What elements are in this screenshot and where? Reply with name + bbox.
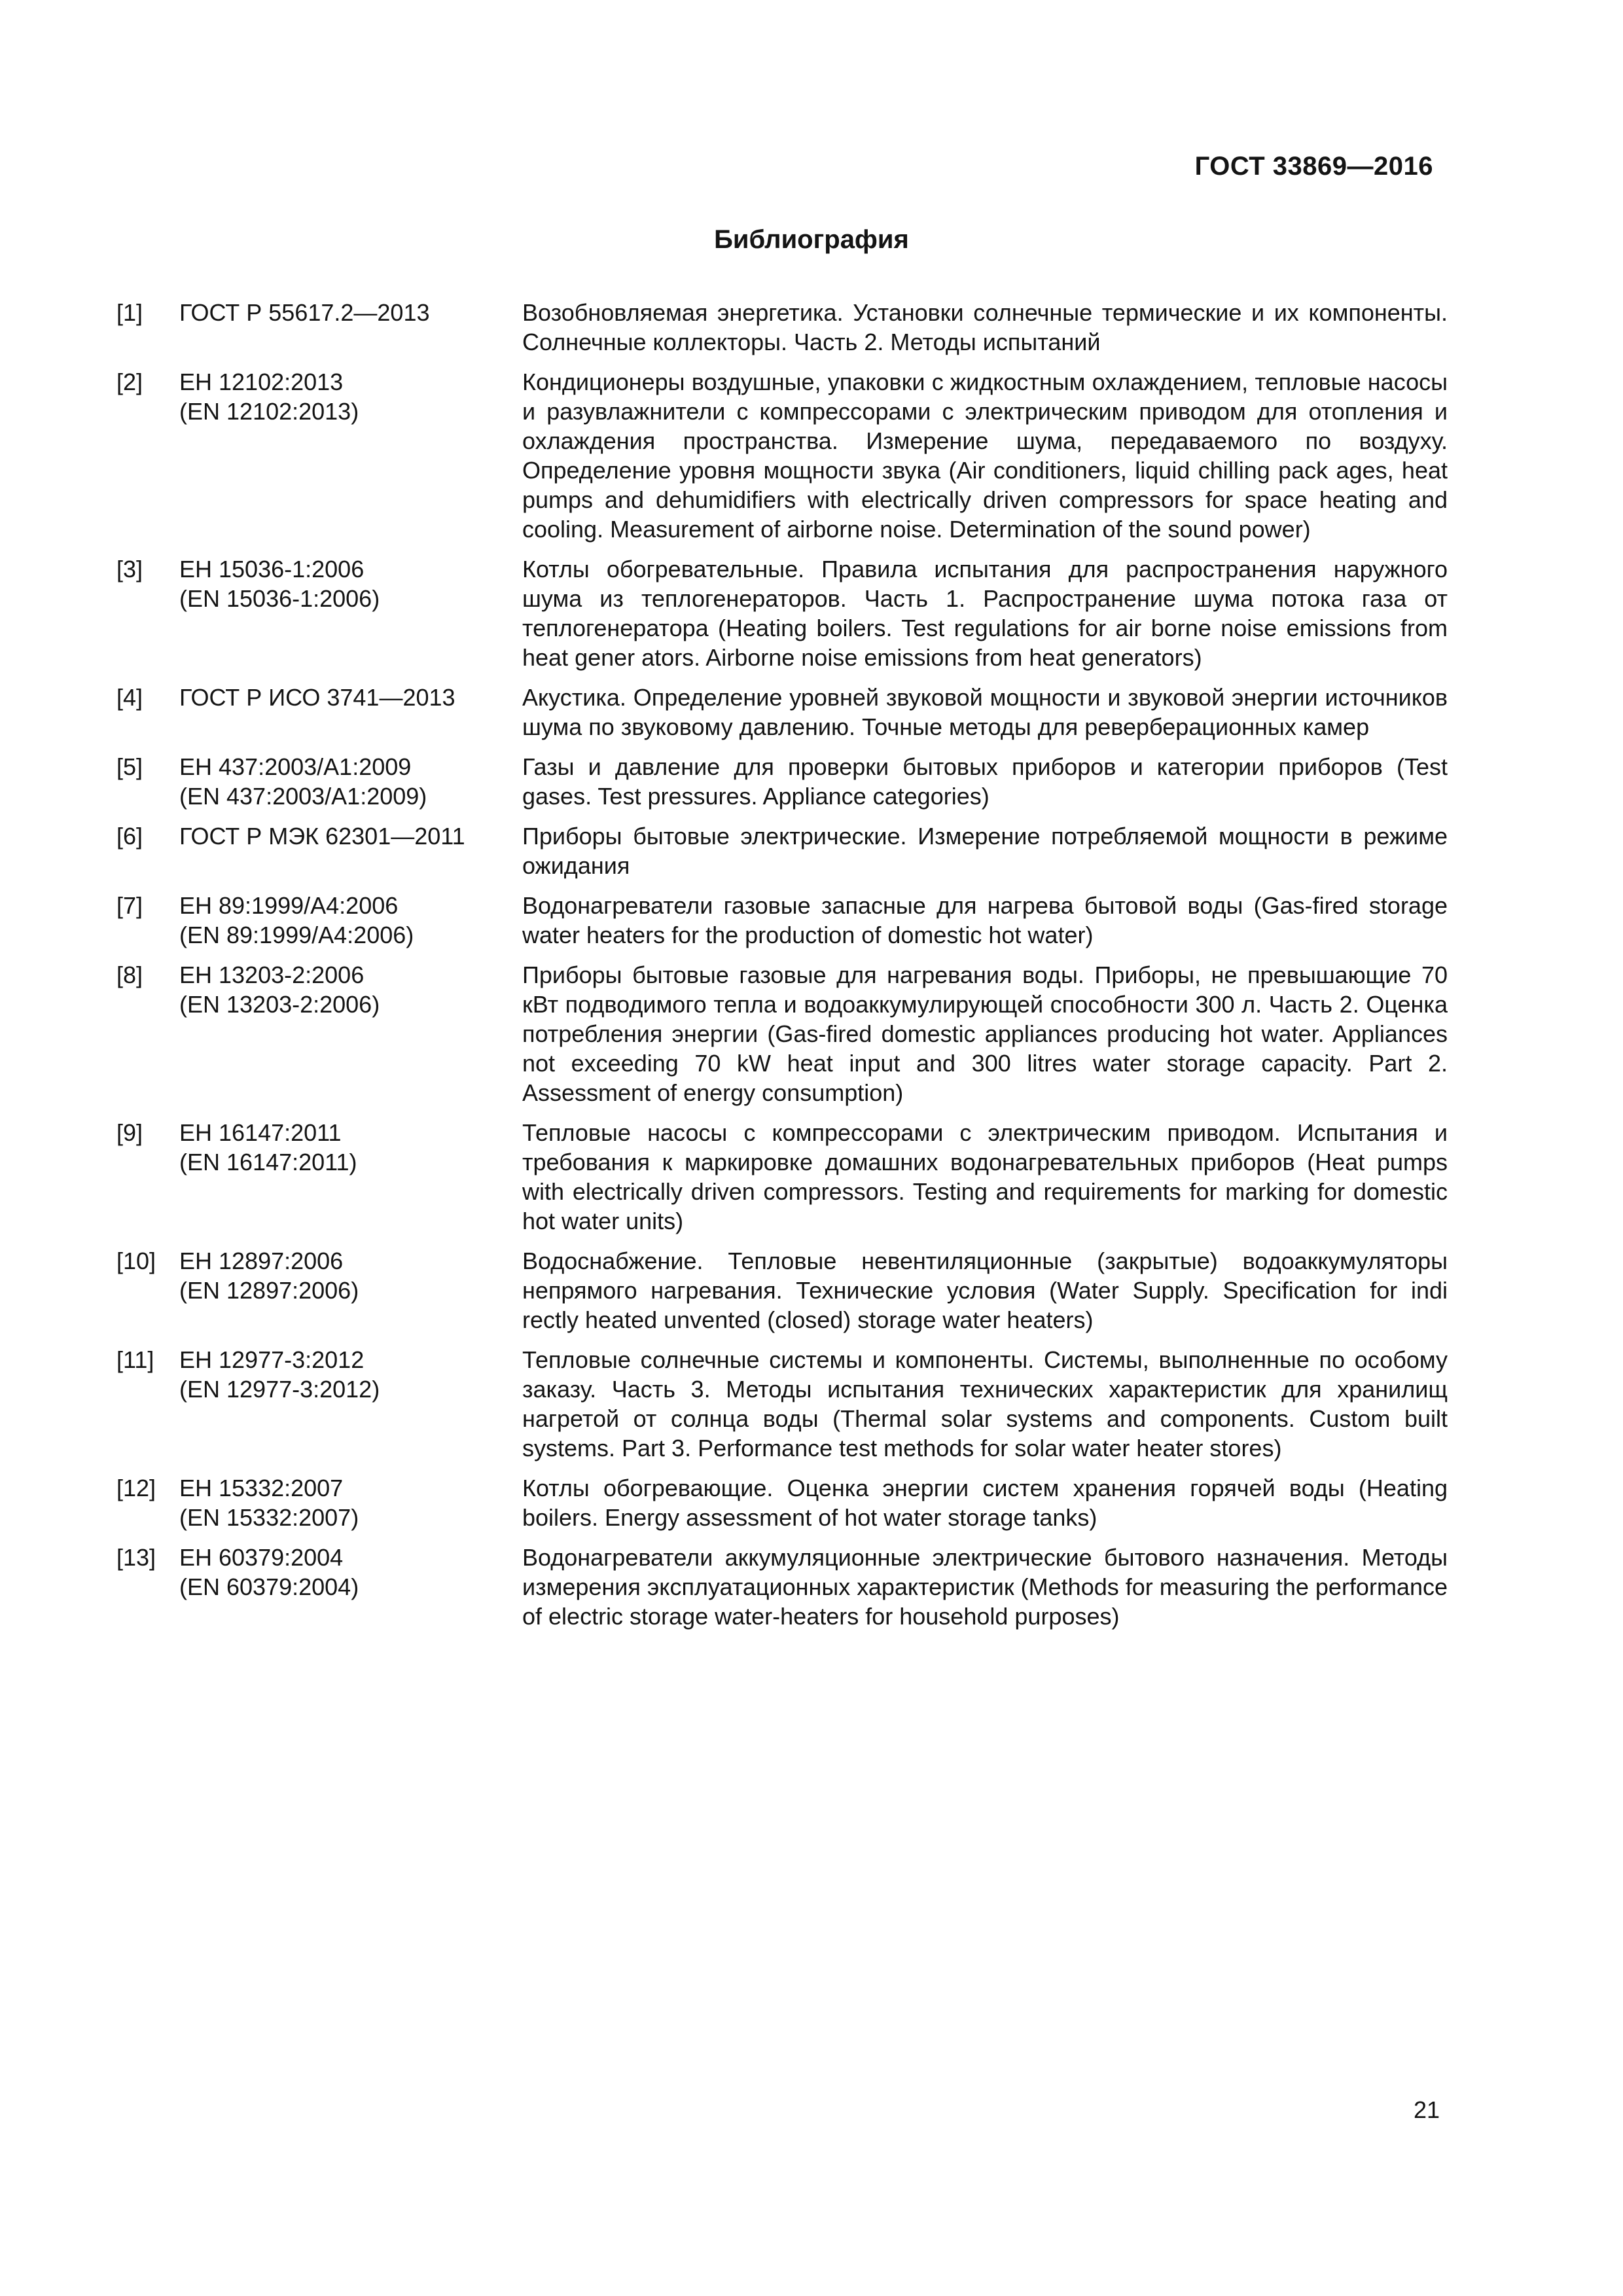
entry-number: [11] (116, 1346, 154, 1373)
bibliography-entry (116, 752, 1448, 811)
designation-line: ЕН 12102:2013 (179, 368, 344, 395)
bibliography-entry (116, 298, 1448, 357)
bibliography-entry (116, 821, 1448, 880)
page-title: Библиография (714, 225, 909, 254)
designation-line: (EN 60379:2004) (179, 1573, 359, 1600)
bibliography-entry (116, 367, 1448, 544)
designation-line: ЕН 437:2003/A1:2009 (179, 753, 412, 780)
entry-description: Водонагреватели аккумуляционные электрические бытового назначения. Методы измерения эксплуатационных характеристик (Methods for measuring the performance of electric storage water-heaters for household purposes) (522, 1544, 1448, 1630)
entry-description: Водонагреватели газовые запасные для нагрева бытовой воды (Gas-fired storage water heaters for the production of domestic hot water) (522, 892, 1448, 948)
entry-description: Приборы бытовые газовые для нагревания воды. Приборы, не превышающие 70 кВт подводимого тепла и водоаккумулирующей способности 300 л. Часть 2. Оценка потребления энергии (Gas-fired domestic appliances producing hot water. Appliances not exceeding 70 kW heat input and 300 litres water storage capacity. Part 2. Assessment of energy consumption) (522, 961, 1448, 1106)
entry-description: Котлы обогревающие. Оценка энергии систем хранения горячей воды (Heating boilers. Energy assessment of hot water storage tanks) (522, 1475, 1448, 1531)
designation-line: (EN 15332:2007) (179, 1504, 359, 1531)
designation-line: (EN 437:2003/A1:2009) (179, 783, 427, 810)
entry-designation (179, 554, 522, 613)
designation-line: ГОСТ Р 55617.2—2013 (179, 299, 430, 326)
designation-line: ЕН 12897:2006 (179, 1247, 344, 1274)
entry-number: [3] (116, 556, 143, 583)
page-header-standard-code: ГОСТ 33869—2016 (1194, 152, 1433, 181)
entry-designation (179, 1543, 522, 1602)
designation-line: ЕН 15036-1:2006 (179, 556, 365, 583)
entry-designation (179, 367, 522, 426)
bibliography-entry (116, 1473, 1448, 1532)
entry-description: Газы и давление для проверки бытовых приборов и категории приборов (Test gases. Test pressures. Appliance categories) (522, 753, 1448, 810)
entry-number: [6] (116, 823, 143, 850)
bibliography-entry (116, 1345, 1448, 1463)
entry-designation (179, 891, 522, 950)
designation-line: (EN 13203-2:2006) (179, 991, 380, 1018)
designation-line: (EN 89:1999/A4:2006) (179, 922, 414, 948)
entry-designation (179, 752, 522, 811)
entry-number: [4] (116, 684, 143, 711)
bibliography-entry (116, 1543, 1448, 1631)
bibliography-entry (116, 554, 1448, 672)
designation-line: ЕН 13203-2:2006 (179, 961, 365, 988)
entry-description: Акустика. Определение уровней звуковой мощности и звуковой энергии источников шума по звуковому давлению. Точные методы для реверберационных камер (522, 684, 1448, 740)
designation-line: ЕН 15332:2007 (179, 1475, 344, 1501)
bibliography-entry (116, 683, 1448, 742)
entry-number: [12] (116, 1475, 156, 1501)
bibliography-entry (116, 960, 1448, 1107)
entry-description: Тепловые солнечные системы и компоненты. Системы, выполненные по особому заказу. Часть 3. Методы испытания технических характеристик для хранилищ нагретой от солнца воды (Thermal solar systems and components. Custom built systems. Part 3. Performance test methods for solar water heater stores) (522, 1346, 1448, 1462)
entry-designation (179, 683, 522, 712)
entry-designation (179, 298, 522, 327)
designation-line: ЕН 89:1999/A4:2006 (179, 892, 399, 919)
entry-number: [9] (116, 1119, 143, 1146)
bibliography-entry (116, 1118, 1448, 1236)
entry-number: [2] (116, 368, 143, 395)
bibliography-entry (116, 891, 1448, 950)
designation-line: ЕН 60379:2004 (179, 1544, 344, 1571)
page-number: 21 (1413, 2096, 1440, 2123)
entry-description: Приборы бытовые электрические. Измерение потребляемой мощности в режиме ожидания (522, 823, 1448, 879)
entry-designation (179, 821, 522, 851)
entry-description: Кондиционеры воздушные, упаковки с жидкостным охлаждением, тепловые насосы и разувлажнители с компрессорами с электрическим приводом для отопления и охлаждения пространства. Измерение шума, передаваемого по воздуху. Определение уровня мощности звука (Air conditioners, liquid chilling pack ages, heat pumps and dehumidifiers with electrically driven compressors for space heating and cooling. Measurement of airborne noise. Determination of the sound power) (522, 368, 1448, 543)
designation-line: ГОСТ Р МЭК 62301—2011 (179, 823, 465, 850)
designation-line: ГОСТ Р ИСО 3741—2013 (179, 684, 455, 711)
entry-designation (179, 1345, 522, 1404)
designation-line: (EN 12977-3:2012) (179, 1376, 380, 1403)
entry-designation (179, 1246, 522, 1305)
bibliography-entry (116, 1246, 1448, 1335)
designation-line: (EN 15036-1:2006) (179, 585, 380, 612)
designation-line: ЕН 12977-3:2012 (179, 1346, 365, 1373)
designation-line: (EN 12897:2006) (179, 1277, 359, 1304)
entry-number: [5] (116, 753, 143, 780)
entry-description: Котлы обогревательные. Правила испытания для распространения наружного шума из теплогенераторов. Часть 1. Распространение шума потока газа от теплогенератора (Heating boilers. Test regulations for air borne noise emissions from heat gener ators. Airborne noise emissions from heat generators) (522, 556, 1448, 671)
entry-number: [8] (116, 961, 143, 988)
entry-number: [7] (116, 892, 143, 919)
entry-designation (179, 960, 522, 1019)
entry-description: Возобновляемая энергетика. Установки солнечные термические и их компоненты. Солнечные коллекторы. Часть 2. Методы испытаний (522, 299, 1448, 355)
entry-number: [13] (116, 1544, 156, 1571)
designation-line: ЕН 16147:2011 (179, 1119, 342, 1146)
entry-description: Тепловые насосы с компрессорами с электрическим приводом. Испытания и требования к маркировке домашних водонагревательных приборов (Heat pumps with electrically driven compressors. Testing and requirements for marking for domestic hot water units) (522, 1119, 1448, 1234)
entry-number: [1] (116, 299, 143, 326)
entry-description: Водоснабжение. Тепловые невентиляционные (закрытые) водоаккумуляторы непрямого нагревания. Технические условия (Water Supply. Specification for indi rectly heated unvented (closed) storage water heaters) (522, 1247, 1448, 1333)
entry-designation (179, 1473, 522, 1532)
designation-line: (EN 12102:2013) (179, 398, 359, 425)
bibliography-list (116, 298, 1448, 1641)
designation-line: (EN 16147:2011) (179, 1149, 357, 1175)
entry-designation (179, 1118, 522, 1177)
entry-number: [10] (116, 1247, 156, 1274)
